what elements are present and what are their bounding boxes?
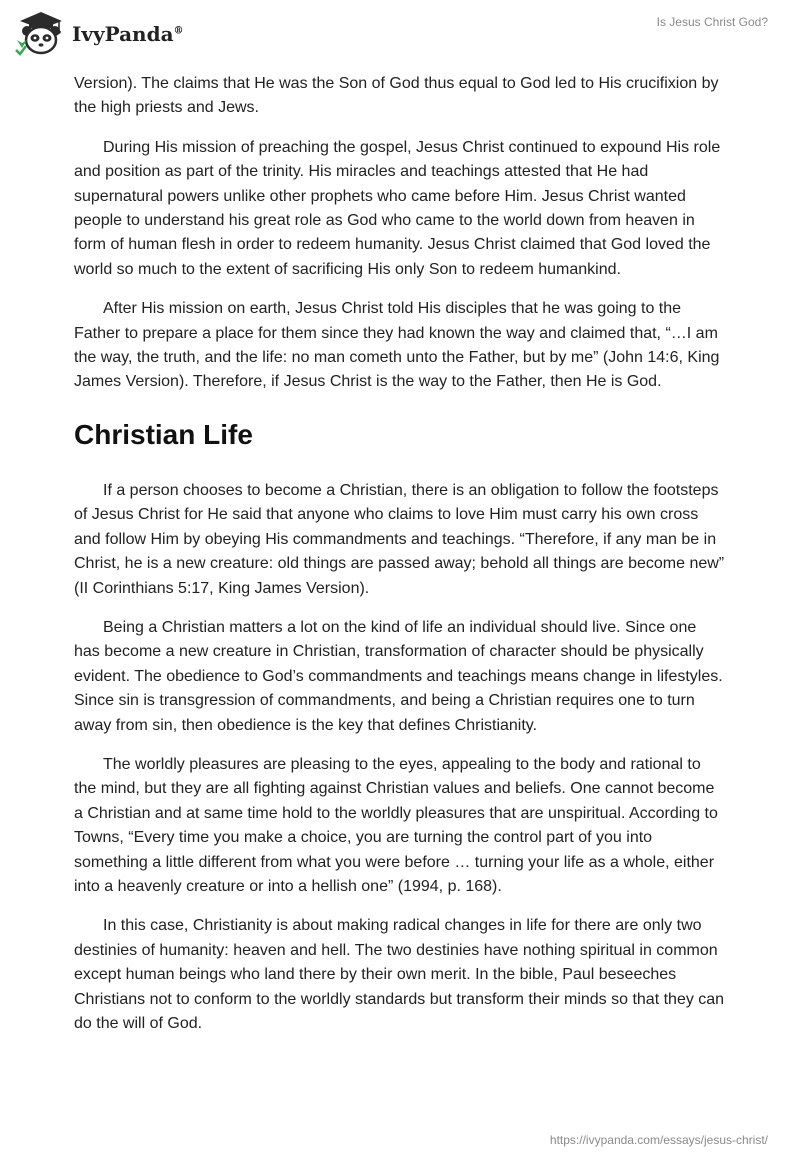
- ivypanda-logo[interactable]: [14, 10, 184, 56]
- section-heading: Christian Life: [74, 418, 253, 450]
- essay-body: [74, 72, 726, 1051]
- document-title: Is Jesus Christ God?: [656, 15, 768, 29]
- source-url[interactable]: https://ivypanda.com/essays/jesus-christ/: [549, 1133, 768, 1147]
- paragraph: In this case, Christianity is about making radical changes in life for there are only two destinies of humanity: heaven and hell. The two destinies have nothing spiritual in common except human beings who land there by their own merit. In the bible, Paul beseeches Christians not to conform to the worldly standards but transform their minds so that they can do the will of God.: [74, 917, 725, 1032]
- paragraph: After His mission on earth, Jesus Christ told His disciples that he was going to the Father to prepare a place for them since they had known the way and claimed that, “…I am the way, the truth, and the life: no man cometh unto the Father, but by me” (John 14:6, King James Version). Therefore, if Jesus Christ is the way to the Father, then He is God.: [74, 300, 720, 391]
- paragraph: During His mission of preaching the gospel, Jesus Christ continued to expound His role and position as part of the trinity. His miracles and teachings attested that He had supernatural powers unlike other prophets who came before Him. Jesus Christ wanted people to understand his great role as God who came to the world down from heaven in form of human flesh in order to redeem humanity. Jesus Christ claimed that God loved the world so much to the extent of sacrificing His only Son to redeem humankind.: [74, 138, 721, 278]
- paragraph: Version). The claims that He was the Son of God thus equal to God led to His crucifixion by the high priests and Jews.: [74, 75, 719, 117]
- panda-graduate-icon: [14, 10, 66, 56]
- registered-mark: ®: [173, 25, 184, 37]
- page-header: [0, 0, 800, 70]
- paragraph: If a person chooses to become a Christian, there is an obligation to follow the footsteps of Jesus Christ for He said that anyone who claims to love Him must carry his own cross and follow Him by obeying His commandments and teachings. “Therefore, if any man be in Christ, he is a new creature: old things are passed away; behold all things are become new” (II Corinthians 5:17, King James Version).: [74, 481, 725, 597]
- paragraph: Being a Christian matters a lot on the kind of life an individual should live. Since one has become a new creature in Christian, transformation of character should be physically evident. The obedience to God’s commandments and teachings means change in lifestyles. Since sin is transgression of commandments, and being a Christian requires one to turn away from sin, then obedience is the key that defines Christianity.: [74, 618, 723, 734]
- logo-text: IvyPanda®: [72, 22, 184, 46]
- paragraph: The worldly pleasures are pleasing to the eyes, appealing to the body and rational to the mind, but they are all fighting against Christian values and beliefs. One cannot become a Christian and at same time hold to the worldly pleasures that are unspiritual. According to Towns, “Every time you make a choice, you are turning the control part of you into something a little different from what you were before … turning your life as a whole, either into a heavenly creature or into a hellish one” (1994, p. 168).: [74, 755, 718, 895]
